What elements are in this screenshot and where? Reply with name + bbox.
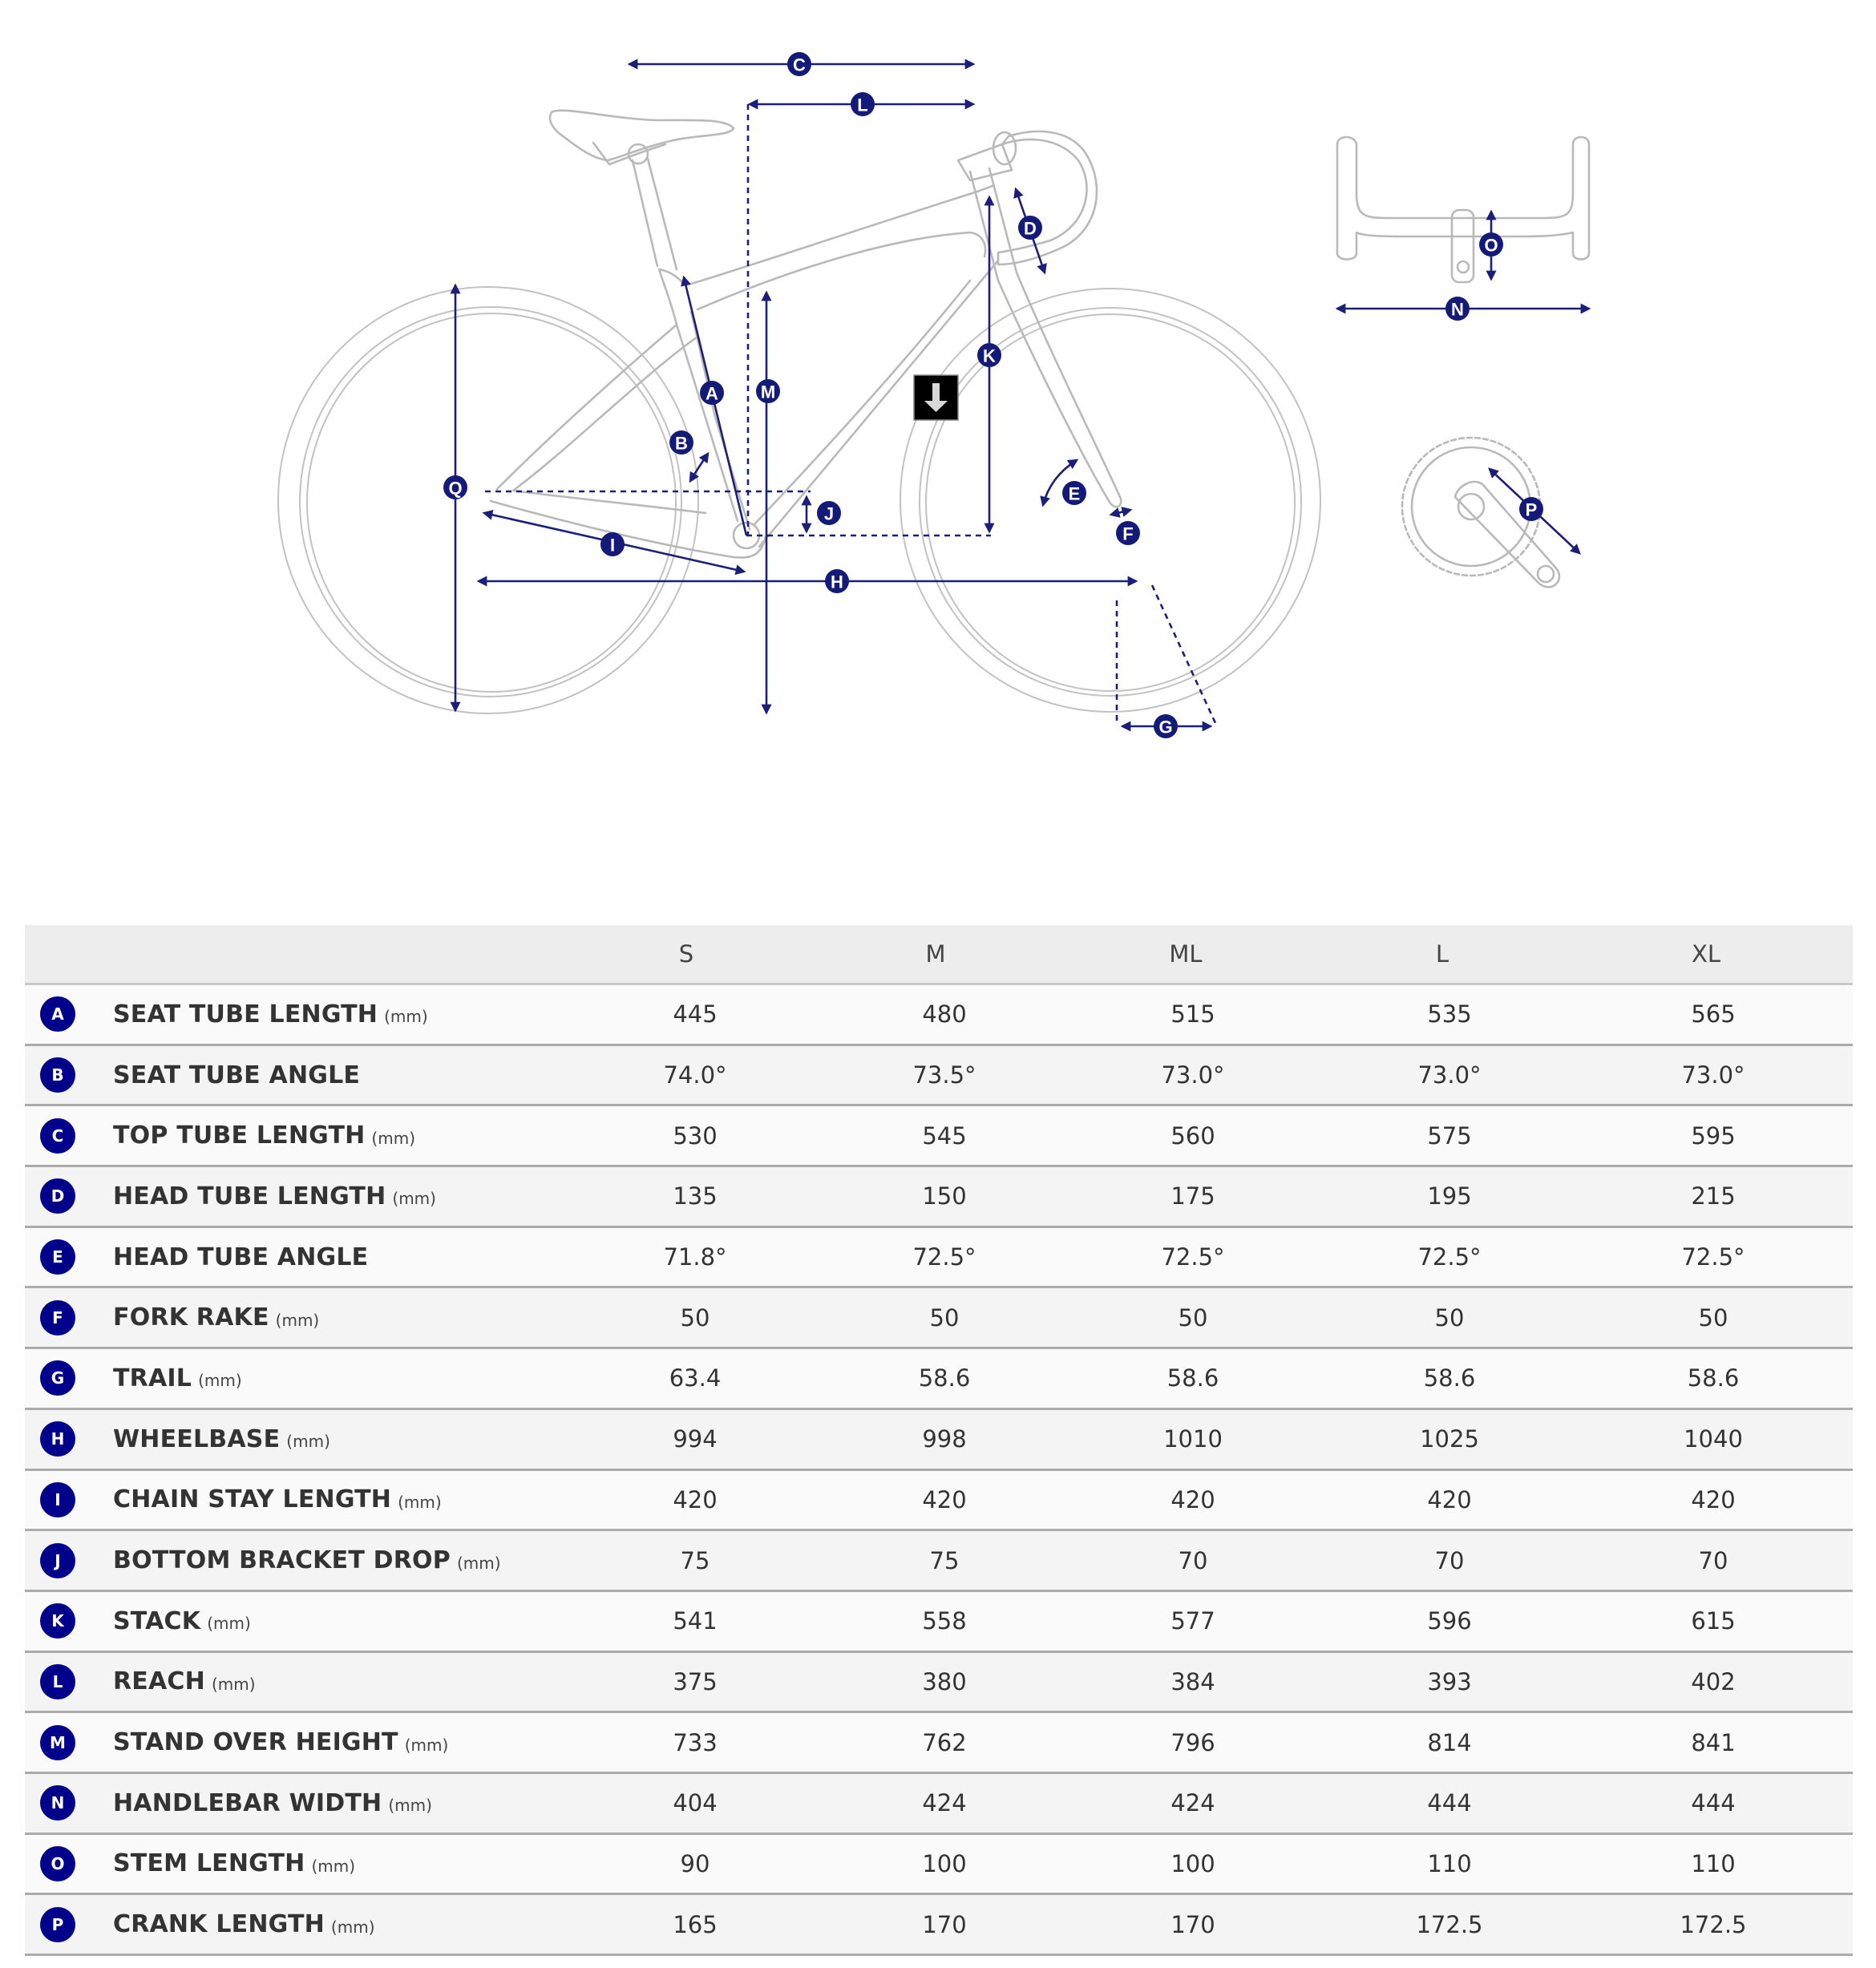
row-label [25,1531,501,1590]
measurement-name: STEM LENGTH [113,1849,305,1878]
badge-F [1116,521,1140,545]
row-letter-badge: E [40,1239,75,1275]
handlebar-top-outline [1337,137,1589,260]
value-cell-s: 541 [673,1607,718,1635]
value-cell-l: 596 [1427,1607,1472,1635]
row-label [25,1288,319,1347]
value-cell-ml: 72.5° [1161,1243,1225,1271]
measurement-unit: (mm) [286,1432,330,1452]
geometry-table [25,925,1853,1956]
value-cell-m: 998 [922,1425,967,1453]
badge-I [600,532,625,556]
row-label [25,1471,442,1530]
row-letter-badge: B [40,1057,75,1093]
value-cell-xl: 444 [1691,1789,1736,1817]
badge-A [700,381,724,405]
badge-C [787,52,811,76]
measurement-unit: (mm) [398,1492,442,1512]
svg-text:F: F [1122,523,1134,544]
handlebar [998,131,1097,265]
value-cell-ml: 560 [1170,1121,1215,1150]
value-cell-ml: 384 [1170,1667,1215,1695]
row-letter-badge: G [40,1360,75,1396]
table-header [25,925,1853,985]
measurement-unit: (mm) [404,1735,449,1755]
value-cell-m: 480 [922,1000,967,1028]
value-cell-ml: 50 [1178,1303,1208,1332]
row-label [25,1167,436,1226]
value-cell-m: 58.6 [918,1364,971,1392]
measurement-name: CHAIN STAY LENGTH [113,1485,392,1514]
badge-O [1479,232,1503,257]
table-row [25,1471,1853,1532]
table-row [25,1713,1853,1774]
value-cell-ml: 73.0° [1161,1061,1225,1089]
value-cell-ml: 1010 [1163,1425,1223,1453]
table-row [25,1410,1853,1471]
value-cell-m: 50 [929,1303,960,1332]
value-cell-m: 72.5° [912,1243,976,1271]
table-row [25,1106,1853,1167]
pedal-hole [1538,566,1554,582]
badge-G [1154,714,1178,738]
value-cell-xl: 215 [1691,1182,1736,1210]
value-cell-l: 195 [1427,1182,1472,1210]
row-letter-badge: P [40,1907,75,1942]
value-cell-ml: 796 [1170,1728,1215,1756]
badge-D [1018,216,1042,240]
row-label [25,1228,368,1287]
value-cell-l: 50 [1434,1303,1465,1332]
badge-B [669,430,693,455]
value-cell-xl: 1040 [1684,1425,1743,1453]
row-label [25,1835,355,1893]
row-label [25,1713,448,1772]
value-cell-l: 58.6 [1423,1364,1476,1392]
crank-arm [1455,482,1559,587]
top-tube [659,186,993,309]
svg-text:G: G [1158,717,1173,737]
stem-top-view [1452,210,1474,282]
badge-Q [443,475,467,499]
value-cell-m: 762 [922,1728,967,1756]
svg-text:K: K [983,346,996,366]
badge-H [825,569,849,593]
value-cell-xl: 110 [1691,1849,1736,1877]
chain-stay [491,501,766,558]
value-cell-m: 100 [922,1849,967,1877]
value-cell-xl: 50 [1698,1303,1728,1332]
value-cell-l: 393 [1427,1667,1472,1695]
svg-text:Q: Q [448,478,463,499]
row-label [25,985,428,1044]
table-row [25,1774,1853,1835]
measurement-name: BOTTOM BRACKET DROP [113,1546,451,1575]
value-cell-xl: 420 [1691,1485,1736,1513]
measurement-name: FORK RAKE [113,1303,269,1332]
measurement-unit: (mm) [198,1371,242,1391]
value-cell-ml: 515 [1170,1000,1215,1028]
badge-N [1445,297,1470,321]
measurement-name: HEAD TUBE ANGLE [113,1243,369,1271]
table-row [25,1228,1853,1289]
measurement-unit: (mm) [311,1856,356,1876]
value-cell-xl: 58.6 [1687,1364,1740,1392]
value-cell-m: 170 [922,1910,967,1938]
measurement-name: SEAT TUBE LENGTH [113,1000,378,1028]
badge-K [977,343,1001,367]
bike-geometry-diagram [0,0,1876,890]
row-label [25,1592,251,1651]
measurement-name: STAND OVER HEIGHT [113,1728,398,1757]
table-row [25,1895,1853,1956]
crank-spindle [1458,494,1484,519]
row-label [25,1106,415,1165]
measurement-name: HANDLEBAR WIDTH [113,1788,382,1817]
svg-text:P: P [1525,499,1538,520]
row-label [25,1774,432,1833]
value-cell-l: 73.0° [1417,1061,1482,1089]
value-cell-l: 575 [1427,1121,1472,1150]
value-cell-s: 420 [673,1485,718,1513]
table-row [25,1288,1853,1349]
value-cell-ml: 577 [1170,1607,1215,1635]
value-cell-xl: 70 [1698,1546,1728,1574]
value-cell-ml: 175 [1170,1182,1215,1210]
badge-E [1062,481,1086,505]
size-header-ml: ML [1169,940,1203,968]
value-cell-m: 75 [929,1546,960,1574]
measurement-unit: (mm) [384,1007,428,1027]
value-cell-l: 72.5° [1417,1243,1482,1271]
row-letter-badge: H [40,1421,75,1457]
measurement-unit: (mm) [371,1128,415,1148]
front-wheel-tire [900,289,1320,712]
svg-text:M: M [760,382,776,402]
row-label [25,1895,375,1954]
value-cell-l: 70 [1434,1546,1465,1574]
badge-L [851,92,875,116]
row-letter-badge: D [40,1178,75,1214]
value-cell-ml: 420 [1170,1485,1215,1513]
value-cell-m: 424 [922,1789,967,1817]
table-row [25,1653,1853,1714]
measurement-unit: (mm) [388,1796,432,1816]
row-letter-badge: L [40,1664,75,1699]
table-row [25,985,1853,1046]
size-header-l: L [1435,940,1449,968]
row-letter-badge: K [40,1603,75,1639]
value-cell-s: 74.0° [663,1061,727,1089]
measurement-name: TRAIL [113,1364,192,1392]
value-cell-m: 420 [922,1485,967,1513]
value-cell-l: 420 [1427,1485,1472,1513]
row-letter-badge: J [40,1543,75,1578]
row-label [25,1653,256,1711]
value-cell-xl: 841 [1691,1728,1736,1756]
row-label [25,1349,242,1408]
measurement-unit: (mm) [211,1674,256,1694]
value-cell-m: 545 [922,1121,967,1150]
svg-text:B: B [675,433,688,454]
svg-text:H: H [831,572,843,592]
svg-text:E: E [1068,483,1081,504]
value-cell-s: 994 [673,1425,718,1453]
svg-text:O: O [1484,235,1498,256]
value-cell-l: 814 [1427,1728,1472,1756]
svg-text:C: C [793,55,806,75]
value-cell-xl: 172.5 [1680,1910,1747,1938]
measurement-name: WHEELBASE [113,1424,281,1453]
value-cell-s: 71.8° [663,1243,727,1271]
row-letter-badge: C [40,1118,75,1154]
handlebar-top-view [1337,137,1589,282]
svg-text:A: A [706,383,718,404]
scroll-down-button[interactable] [914,375,958,420]
row-letter-badge: O [40,1846,75,1881]
measurement-name: HEAD TUBE LENGTH [113,1182,386,1210]
svg-text:I: I [609,535,616,556]
measurement-unit: (mm) [392,1189,436,1209]
chainring [1402,438,1540,576]
value-cell-m: 380 [922,1667,967,1695]
value-cell-xl: 615 [1691,1607,1736,1635]
value-cell-l: 444 [1427,1789,1472,1817]
value-cell-l: 110 [1427,1849,1472,1877]
measurement-name: CRANK LENGTH [113,1910,325,1939]
value-cell-s: 63.4 [669,1364,722,1392]
stem [958,144,1012,180]
table-row [25,1167,1853,1228]
measurement-name: STACK [113,1606,201,1635]
value-cell-s: 50 [680,1303,710,1332]
row-label [25,1410,330,1469]
value-cell-xl: 402 [1691,1667,1736,1695]
badge-J [817,501,841,525]
table-row [25,1531,1853,1592]
row-letter-badge: I [40,1482,75,1517]
value-cell-m: 558 [922,1607,967,1635]
svg-text:N: N [1451,299,1464,320]
value-cell-ml: 70 [1178,1546,1208,1574]
value-cell-s: 733 [673,1728,718,1756]
size-header-m: M [925,940,946,968]
table-row [25,1592,1853,1653]
value-cell-l: 535 [1427,1000,1472,1028]
value-cell-m: 73.5° [912,1061,976,1089]
row-letter-badge: A [40,996,75,1032]
value-cell-s: 375 [673,1667,718,1695]
value-cell-m: 150 [922,1182,967,1210]
measurement-name: TOP TUBE LENGTH [113,1121,366,1150]
value-cell-xl: 73.0° [1681,1061,1745,1089]
value-cell-s: 530 [673,1121,718,1150]
table-row [25,1046,1853,1107]
value-cell-s: 165 [673,1910,718,1938]
measurement-unit: (mm) [456,1553,501,1573]
value-cell-s: 75 [680,1546,710,1574]
row-letter-badge: M [40,1725,75,1760]
svg-text:L: L [857,95,868,115]
bike-illustration [278,111,1320,713]
value-cell-l: 172.5 [1416,1910,1483,1938]
measurement-unit: (mm) [330,1917,375,1937]
value-cell-xl: 72.5° [1681,1243,1745,1271]
value-cell-s: 135 [673,1182,718,1210]
table-row [25,1835,1853,1896]
value-cell-s: 90 [680,1849,710,1877]
size-header-xl: XL [1691,940,1721,968]
value-cell-s: 404 [673,1789,718,1817]
badge-P [1519,497,1543,521]
value-cell-ml: 170 [1170,1910,1215,1938]
value-cell-xl: 565 [1691,1000,1736,1028]
row-label [25,1046,360,1105]
value-cell-ml: 100 [1170,1849,1215,1877]
value-cell-ml: 58.6 [1166,1364,1219,1392]
value-cell-ml: 424 [1170,1789,1215,1817]
rear-wheel-tire [278,287,698,713]
badge-M [756,379,780,403]
value-cell-xl: 595 [1691,1121,1736,1150]
seatpost [633,159,677,269]
svg-text:J: J [823,503,835,524]
value-cell-l: 1025 [1420,1425,1479,1453]
row-letter-badge: F [40,1300,75,1336]
value-cell-s: 445 [673,1000,718,1028]
stem-bolt [1458,261,1469,273]
size-header-s: S [678,940,694,968]
measurement-unit: (mm) [207,1614,251,1634]
measurement-name: REACH [113,1667,205,1696]
chainring-inner [1412,447,1530,566]
down-tube [754,261,998,547]
row-letter-badge: N [40,1785,75,1821]
measurement-name: SEAT TUBE ANGLE [113,1061,361,1089]
svg-text:D: D [1024,218,1037,239]
table-row [25,1349,1853,1410]
measurement-unit: (mm) [275,1310,320,1330]
